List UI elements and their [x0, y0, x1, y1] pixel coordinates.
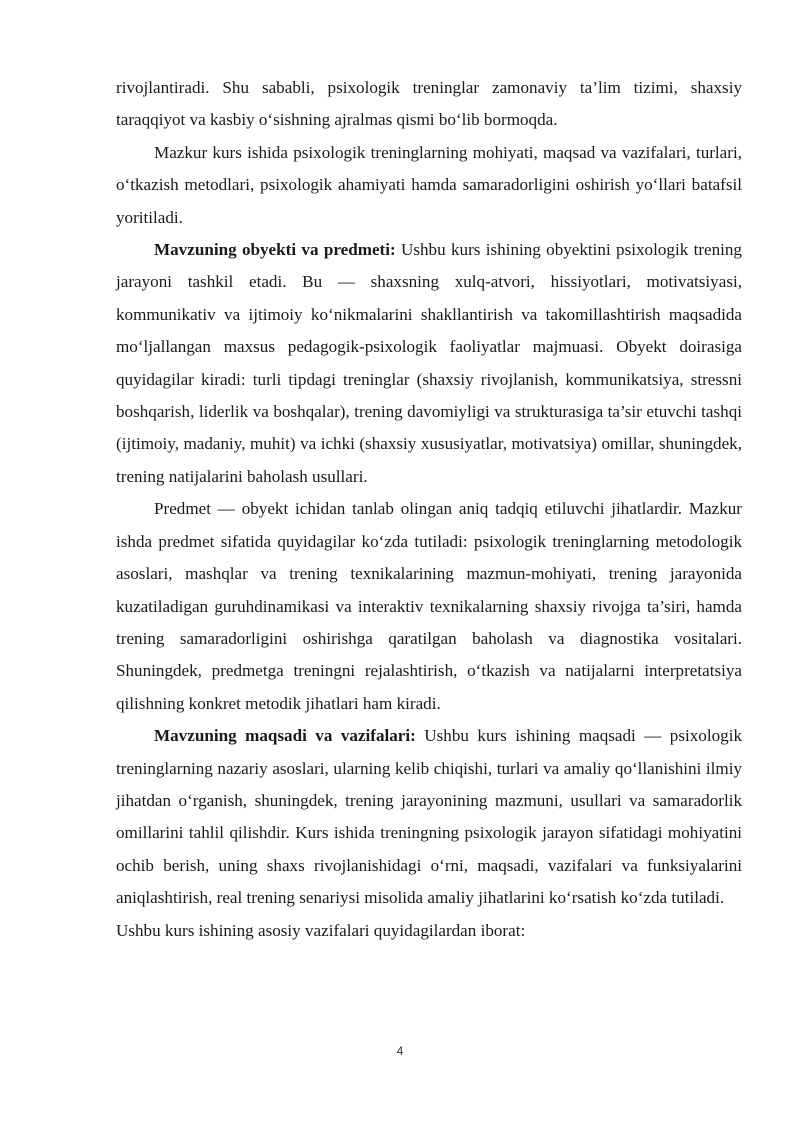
paragraph-goals-and-tasks: [116, 720, 742, 914]
text-object-and-subject: Ushbu kurs ishining obyektini psixologik trening jarayoni tashkil etadi. Bu — shaxsning xulq-atvori, hissiyotlari, motivatsiyasi, kommunikativ va ijtimoiy ko‘nikmalarini shakllantirish va takomillashtirish maqsadida mo‘ljallangan maxsus pedagogik-psixologik faoliyatlar majmuasi. Obyekt doirasiga quyidagilar kiradi: turli tipdagi treninglar (shaxsiy rivojlanish, kommunikatsiya, stressni boshqarish, liderlik va boshqalar), trening davomiyligi va strukturasiga ta’sir etuvchi tashqi (ijtimoiy, madaniy, muhit) va ichki (shaxsiy xususiyatlar, motivatsiya) omillar, shuningdek, trening natijalarini baholash usullari.: [116, 240, 742, 486]
paragraph-course-overview: Mazkur kurs ishida psixologik treninglarning mohiyati, maqsad va vazifalari, turlari, o‘tkazish metodlari, psixologik ahamiyati hamda samaradorligini oshirish yo‘llari batafsil yoritiladi.: [116, 142, 742, 227]
paragraph-subject-definition: Predmet — obyekt ichidan tanlab olingan aniq tadqiq etiluvchi jihatlardir. Mazkur ishda predmet sifatida quyidagilar ko‘zda tutiladi: psixologik treninglarning metodologik asoslari, mashqlar va trening texnikalarining mazmun-mohiyati, trening jarayonida kuzatiladigan guruhdinamikasi va interaktiv texnikalarning shaxsiy rivojga ta’siri, hamda trening samaradorligini oshirishga qaratilgan baholash va diagnostika vositalari. Shuningdek, predmetga treningni rejalashtirish, o‘tkazish va natijalarni interpretatsiya qilishning konkret metodik jihatlari ham kiradi.: [116, 499, 742, 713]
heading-goals-and-tasks: Mavzuning maqsadi va vazifalari:: [154, 726, 416, 746]
paragraph-continuation: rivojlantiradi. Shu sababli, psixologik treninglar zamonaviy ta’lim tizimi, shaxsiy taraqqiyot va kasbiy o‘sishning ajralmas qismi bo‘lib bormoqda.: [116, 78, 742, 130]
document-page: [116, 72, 742, 947]
text-goals-and-tasks: Ushbu kurs ishining maqsadi — psixologik treninglarning nazariy asoslari, ularning kelib chiqishi, turlari va amaliy qo‘llanishini ilmiy jihatdan o‘rganish, shuningdek, trening jarayonining mazmuni, usullari va samaradorlik omillarini tahlil qilishdir. Kurs ishida treningning psixologik jarayon sifatidagi mohiyatini ochib berish, uning shaxs rivojlanishidagi o‘rni, maqsadi, vazifalari va funksiyalarini aniqlashtirish, real trening senariysi misolida amaliy jihatlarini ko‘rsatish ko‘zda tutiladi.: [116, 726, 742, 908]
paragraph-object-and-subject: [116, 234, 742, 493]
heading-object-and-subject: Mavzuning obyekti va predmeti:: [154, 240, 396, 260]
paragraph-tasks-intro: Ushbu kurs ishining asosiy vazifalari quyidagilardan iborat:: [116, 920, 526, 940]
page-number: 4: [396, 1044, 404, 1058]
